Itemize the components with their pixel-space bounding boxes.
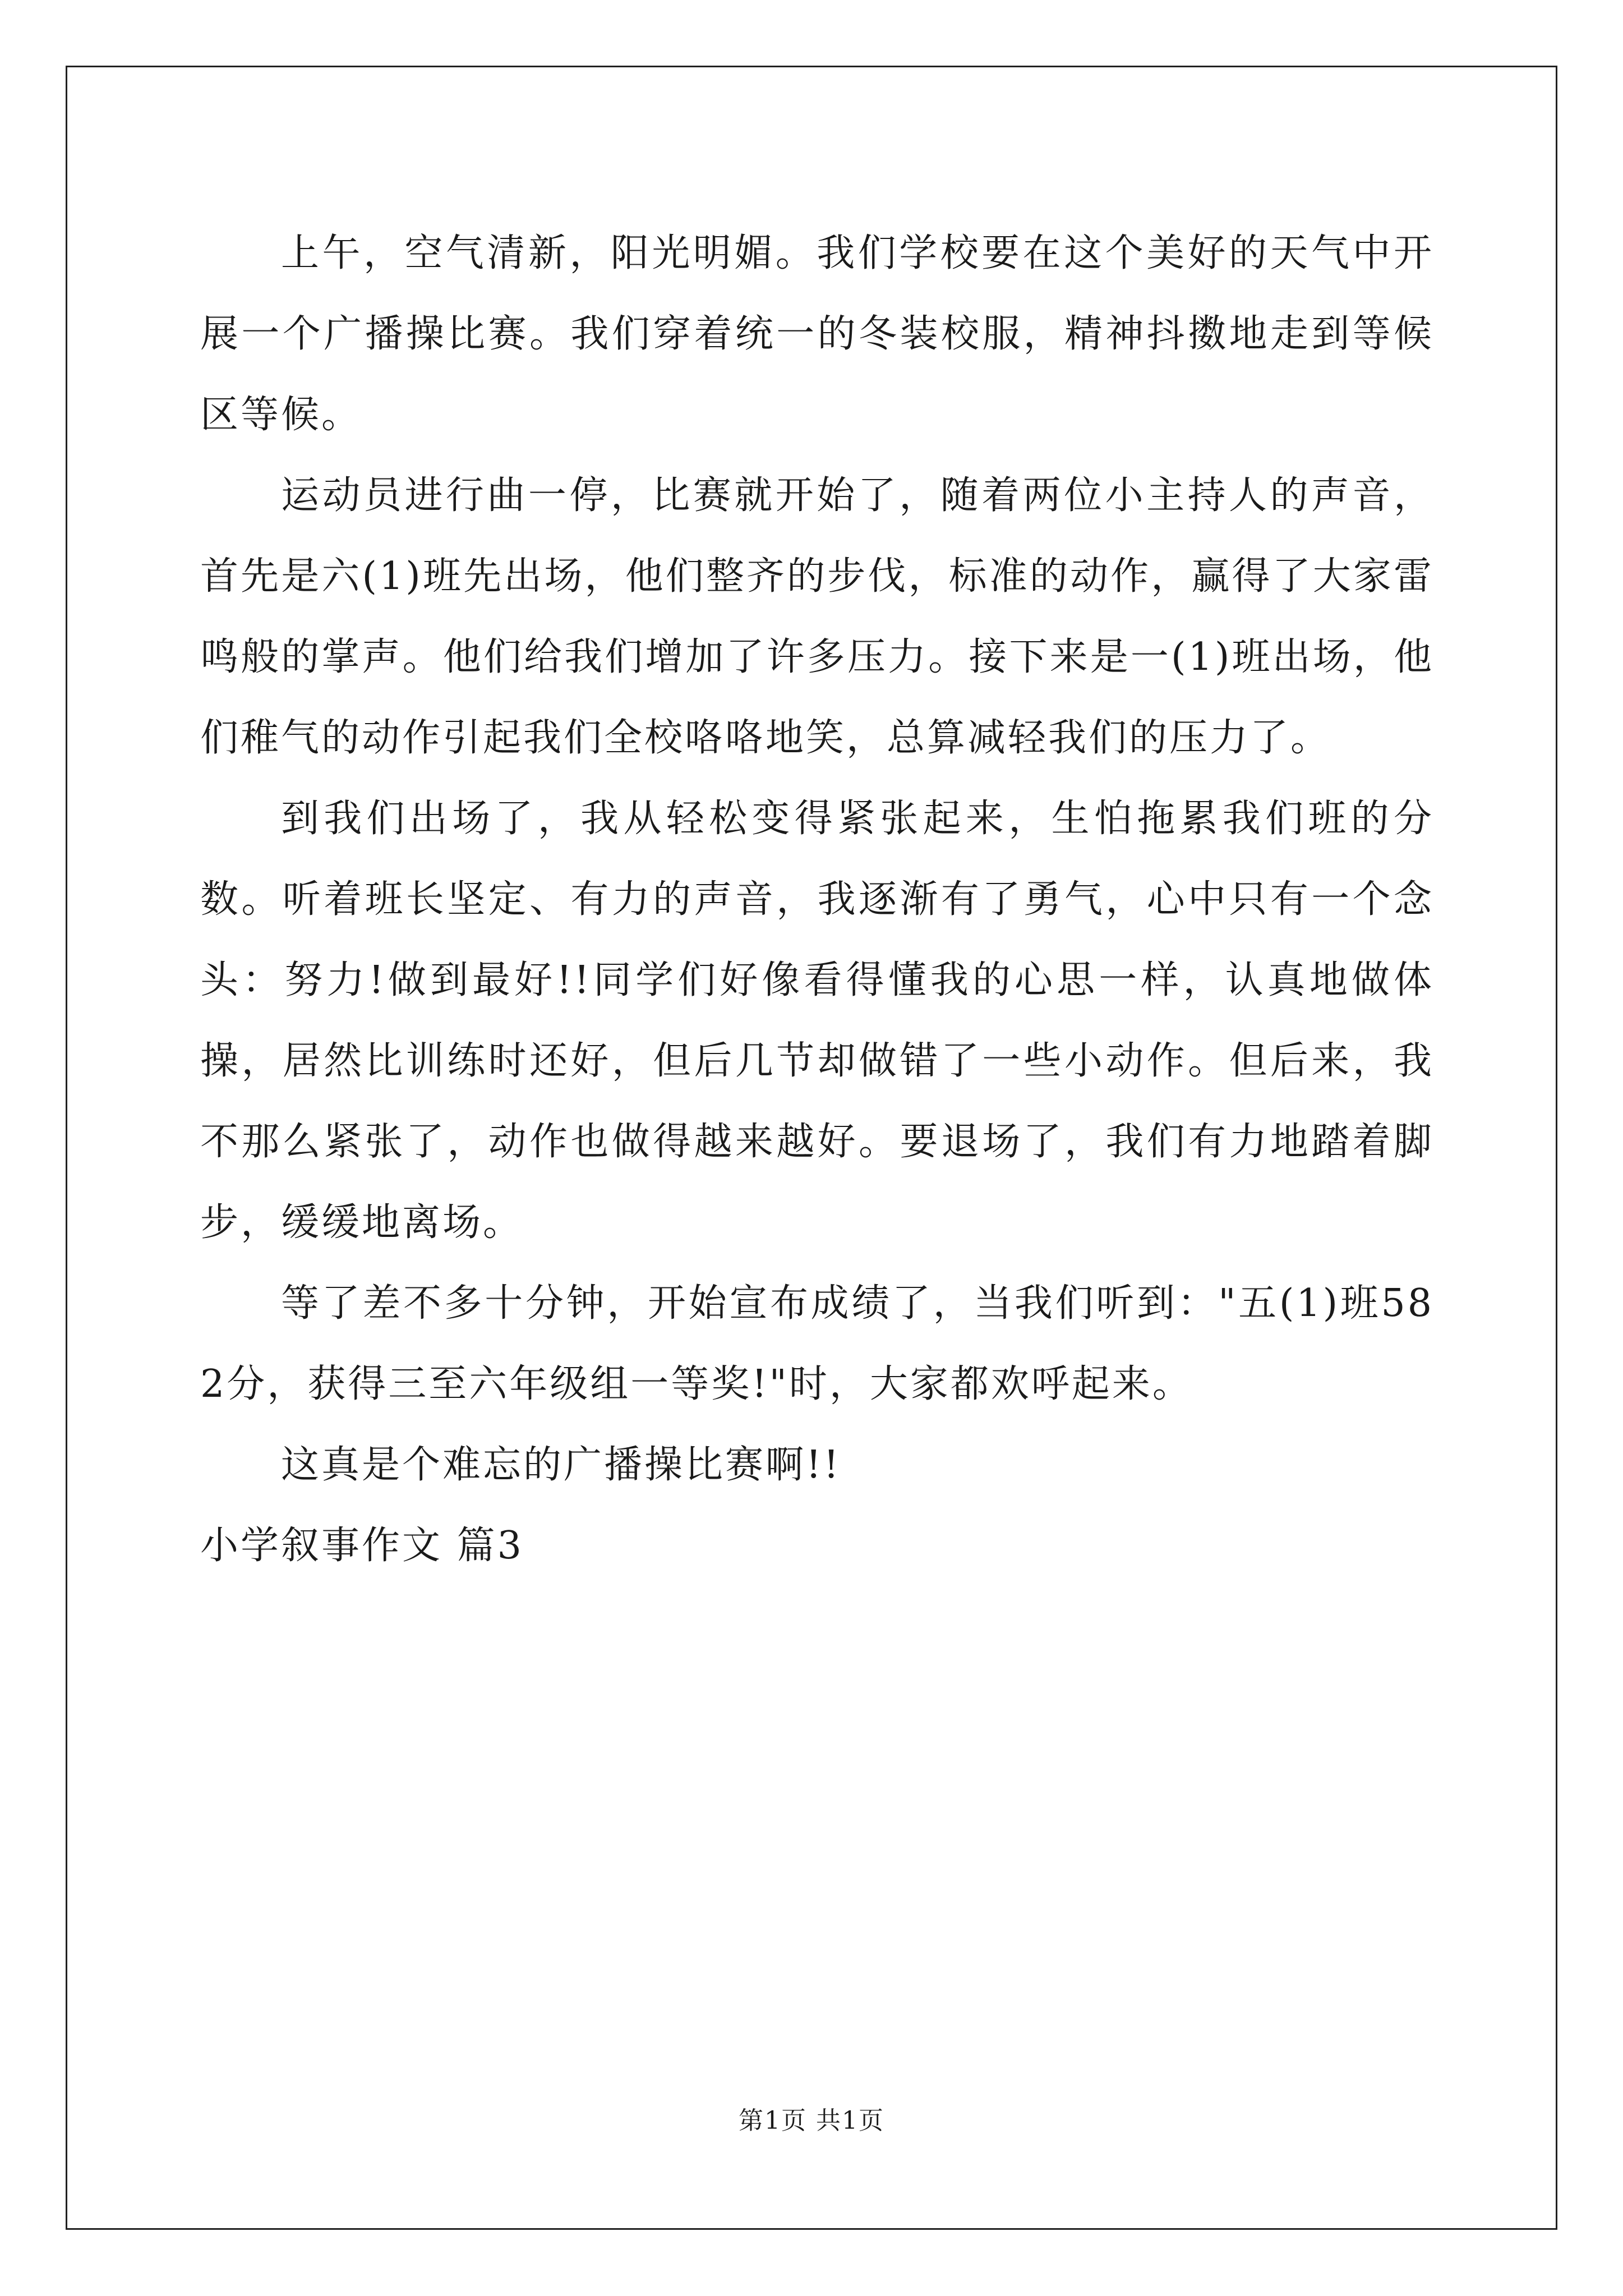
- document-body: [200, 213, 1434, 1586]
- page-footer: 第1页 共1页: [739, 2106, 884, 2135]
- paragraph-results: 等了差不多十分钟，开始宣布成绩了，当我们听到："五(1)班582分，获得三至六年级组一等奖!"时，大家都欢呼起来。: [200, 1281, 1434, 1406]
- paragraph-our-turn: 到我们出场了，我从轻松变得紧张起来，生怕拖累我们班的分数。听着班长坚定、有力的声音，我逐渐有了勇气，心中只有一个念头：努力!做到最好!!同学们好像看得懂我的心思一样，认真地做体操，居然比训练时还好，但后几节却做错了一些小动作。但后来，我不那么紧张了，动作也做得越来越好。要退场了，我们有力地踏着脚步，缓缓地离场。: [200, 797, 1434, 1245]
- paragraph-conclusion: 这真是个难忘的广播操比赛啊!!: [281, 1443, 841, 1487]
- paragraph-morning: 上午，空气清新，阳光明媚。我们学校要在这个美好的天气中开展一个广播操比赛。我们穿着统一的冬装校服，精神抖擞地走到等候区等候。: [200, 231, 1434, 437]
- paragraph-competition-start: 运动员进行曲一停，比赛就开始了，随着两位小主持人的声音，首先是六(1)班先出场，他们整齐的步伐，标准的动作，赢得了大家雷鸣般的掌声。他们给我们增加了许多压力。接下来是一(1)班出场，他们稚气的动作引起我们全校咯咯地笑，总算减轻我们的压力了。: [200, 473, 1434, 760]
- section-heading: 小学叙事作文 篇3: [200, 1524, 524, 1568]
